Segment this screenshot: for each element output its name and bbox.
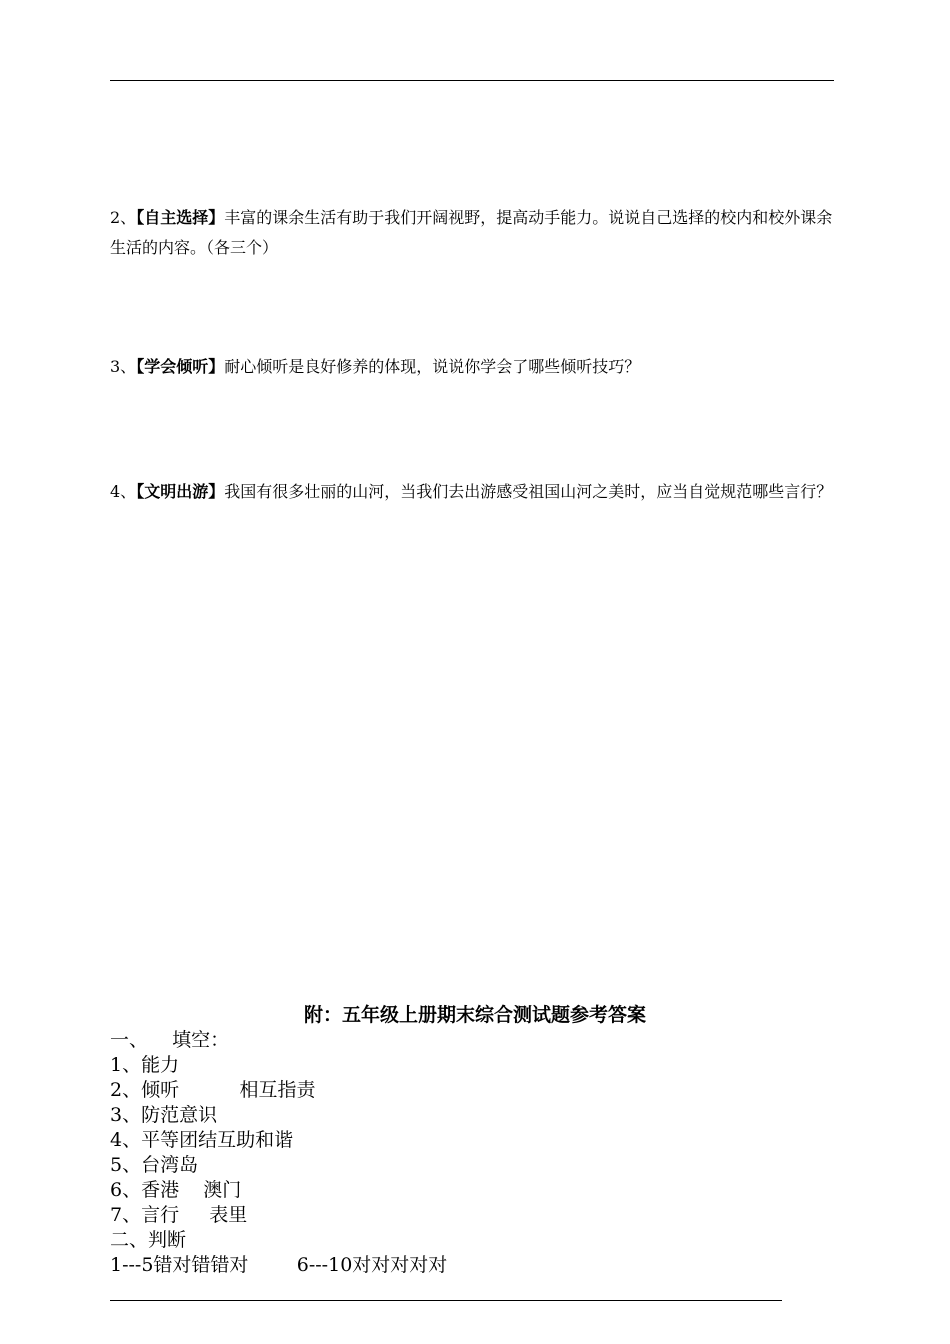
question-number: 3、 [110, 357, 137, 376]
answer-line: 一、 填空： [110, 1029, 230, 1051]
question-text: 丰富的课余生活有助于我们开阔视野，提高动手能力。说说自己选择的校内和校外课余生活的内容。（各三个） [110, 208, 833, 257]
question-2 [110, 203, 845, 263]
answer-line: 7、言行 表里 [110, 1204, 248, 1226]
bottom-rule [110, 1300, 782, 1301]
answer-line: 二、判断 [110, 1229, 187, 1251]
answer-line: 3、防范意识 [110, 1104, 218, 1126]
question-tag: 【学会倾听】 [136, 357, 225, 376]
question-number: 2、 [110, 208, 137, 227]
answer-key-title: 附：五年级上册期末综合测试题参考答案 [303, 1004, 646, 1026]
question-tag: 【文明出游】 [136, 482, 225, 501]
question-text: 我国有很多壮丽的山河，当我们去出游感受祖国山河之美时，应当自觉规范哪些言行？ [224, 482, 833, 501]
question-text: 耐心倾听是良好修养的体现，说说你学会了哪些倾听技巧？ [224, 357, 641, 376]
top-rule [110, 80, 834, 81]
answer-line: 5、台湾岛 [110, 1154, 199, 1176]
question-3 [110, 352, 845, 382]
question-4 [110, 477, 845, 507]
answer-line: 1---5错对错错对 6---10对对对对对 [110, 1254, 448, 1276]
answer-line: 4、平等团结互助和谐 [110, 1129, 294, 1151]
question-tag: 【自主选择】 [136, 208, 225, 227]
answer-line: 6、香港 澳门 [110, 1179, 242, 1201]
answer-line: 2、倾听 相互指责 [110, 1079, 316, 1101]
question-number: 4、 [110, 482, 137, 501]
answer-line: 1、能力 [110, 1054, 180, 1076]
